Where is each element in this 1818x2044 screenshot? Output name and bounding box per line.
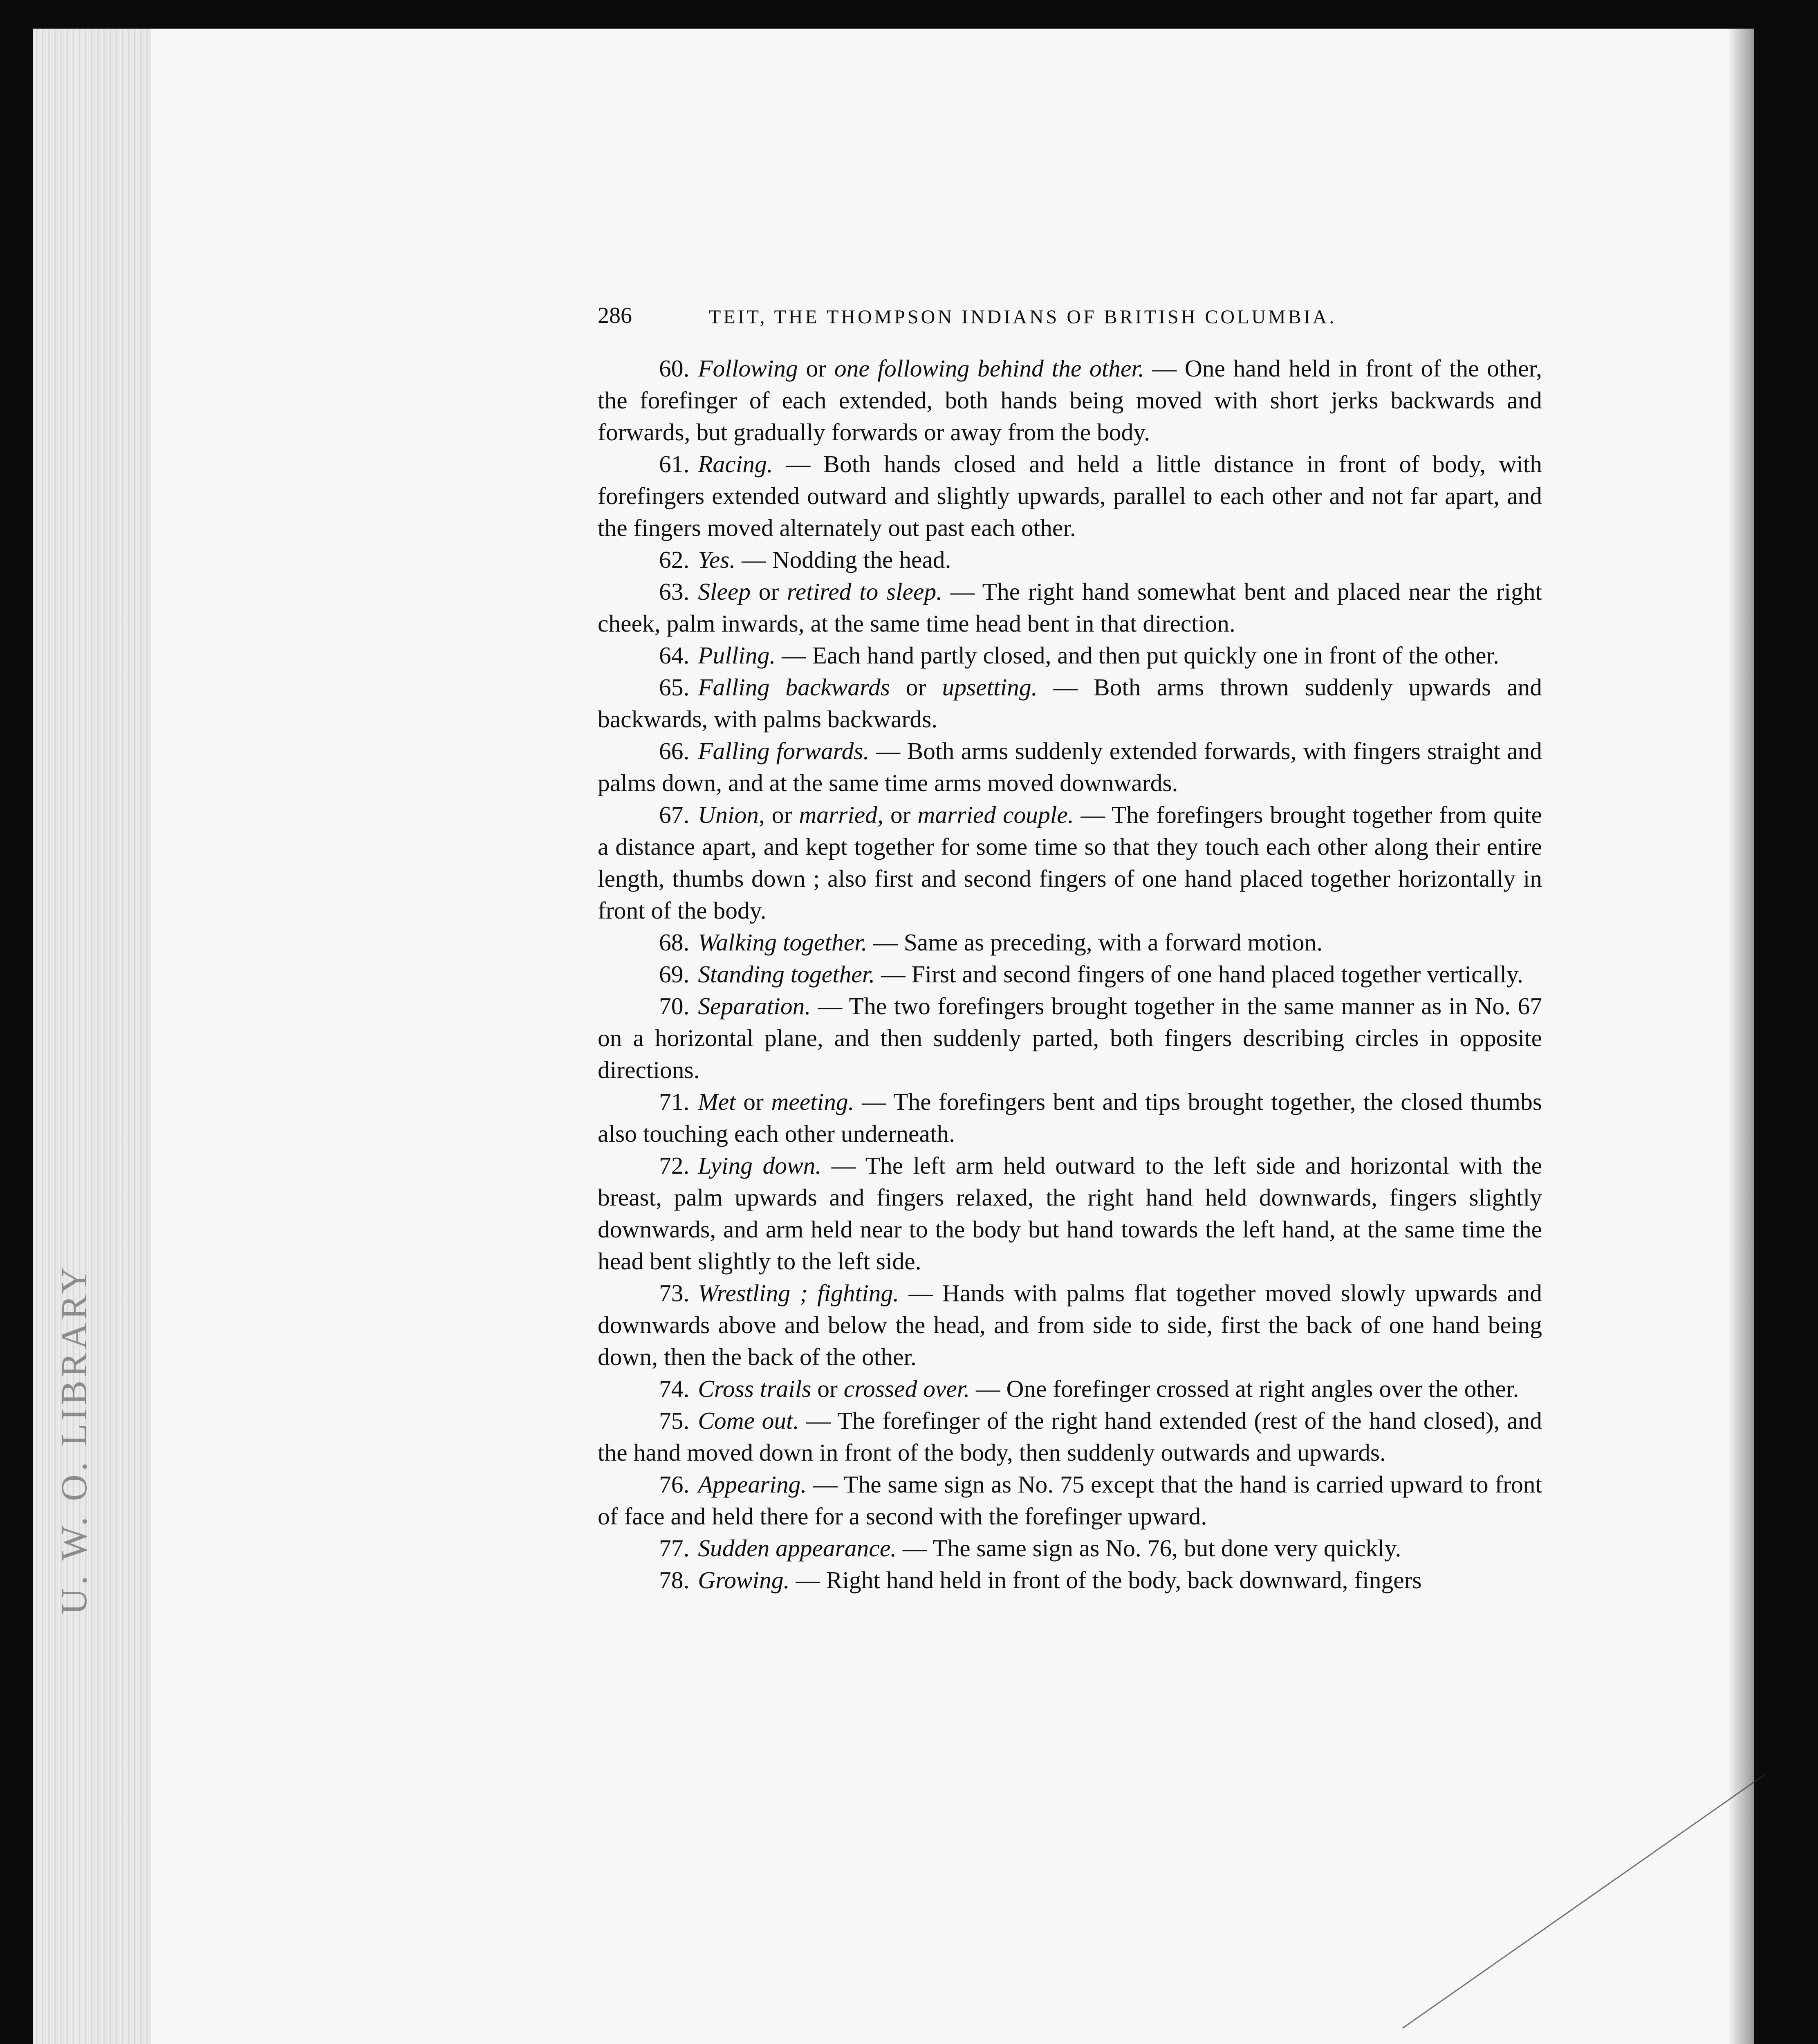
- entry-description: — The forefingers bent and tips brought together, the closed thumbs also touching each other underneath.: [598, 1088, 1542, 1147]
- entry-term-alt: crossed over.: [843, 1375, 970, 1402]
- entry-connector: or: [890, 674, 942, 701]
- sign-entry: [598, 576, 1542, 639]
- entry-description: — One forefinger crossed at right angles over the other.: [970, 1375, 1519, 1402]
- entry-number: 61.: [659, 450, 690, 477]
- entry-number: 71.: [659, 1088, 690, 1115]
- entry-description: — The right hand somewhat bent and placed near the right cheek, palm inwards, at the same time head bent in that direction.: [598, 578, 1542, 637]
- page-number: 286: [598, 303, 632, 328]
- scan-edge-right: [1754, 0, 1818, 2044]
- entry-number: 63.: [659, 578, 690, 605]
- entry-number: 72.: [659, 1152, 690, 1179]
- page-fold-line: [1402, 1775, 1764, 2029]
- scan-edge-top: [0, 0, 1818, 29]
- entry-description: — The same sign as No. 75 except that the hand is carried upward to front of face and held there for a second with the forefinger upward.: [598, 1471, 1542, 1530]
- entry-term: Racing.: [698, 450, 773, 477]
- sign-entries-list: [598, 352, 1542, 1596]
- sign-entry: [598, 799, 1542, 926]
- sign-entry: [598, 671, 1542, 735]
- entry-number: 67.: [659, 801, 690, 828]
- entry-description: — Same as preceding, with a forward motion.: [867, 929, 1323, 956]
- entry-connector: or: [883, 801, 918, 828]
- library-stamp: U. W. O. LIBRARY: [54, 1264, 94, 1615]
- entry-term-alt: one following behind the other.: [834, 355, 1144, 382]
- entry-term: Appearing.: [698, 1471, 807, 1498]
- entry-connector: or: [798, 355, 834, 382]
- entry-term-alt: married,: [799, 801, 883, 828]
- entry-description: — One hand held in front of the other, the forefinger of each extended, both hands being moved with short jerks backwards and forwards, but gradually forwards or away from the body.: [598, 355, 1542, 446]
- entry-term: Union,: [698, 801, 765, 828]
- entry-number: 65.: [659, 674, 690, 701]
- sign-entry: [598, 926, 1542, 958]
- entry-number: 64.: [659, 642, 690, 669]
- entry-description: — The same sign as No. 76, but done very quickly.: [896, 1535, 1401, 1562]
- entry-connector: or: [735, 1088, 771, 1115]
- entry-description: — Both hands closed and held a little distance in front of body, with forefingers extended outward and slightly upwards, parallel to each other and not far apart, and the fingers moved alternately out past each other.: [598, 450, 1542, 541]
- scan-gutter-left: [33, 29, 151, 2044]
- entry-description: — Right hand held in front of the body, back downward, fingers: [789, 1567, 1422, 1594]
- entry-number: 75.: [659, 1407, 690, 1434]
- scan-edge-left: [0, 0, 33, 2044]
- entry-term: Sudden appearance.: [698, 1535, 897, 1562]
- entry-connector: or: [751, 578, 787, 605]
- sign-entry: [598, 1277, 1542, 1373]
- entry-term: Separation.: [698, 993, 811, 1020]
- entry-connector: or: [764, 801, 799, 828]
- entry-number: 66.: [659, 737, 690, 764]
- entry-term: Growing.: [698, 1567, 790, 1594]
- sign-entry: [598, 1405, 1542, 1468]
- entry-connector: or: [811, 1375, 844, 1402]
- entry-number: 76.: [659, 1471, 690, 1498]
- entry-term: Falling forwards.: [698, 737, 870, 764]
- entry-number: 68.: [659, 929, 690, 956]
- sign-entry: [598, 990, 1542, 1086]
- entry-term: Cross trails: [698, 1375, 811, 1402]
- sign-entry: [598, 544, 1542, 576]
- entry-description: — Hands with palms flat together moved slowly upwards and downwards above and below the head, and from side to side, first the back of one hand being down, then the back of the other.: [598, 1280, 1542, 1370]
- entry-term: Following: [698, 355, 798, 382]
- entry-term: Yes.: [698, 546, 736, 573]
- entry-term: Pulling.: [698, 642, 776, 669]
- entry-description: — The forefinger of the right hand extended (rest of the hand closed), and the hand moved down in front of the body, then suddenly outwards and upwards.: [598, 1407, 1542, 1466]
- sign-entry: [598, 1564, 1542, 1596]
- entry-term-alt: retired to sleep.: [787, 578, 942, 605]
- page-header: [598, 303, 1542, 340]
- sign-entry: [598, 448, 1542, 544]
- sign-entry: [598, 958, 1542, 990]
- entry-term: Come out.: [698, 1407, 799, 1434]
- sign-entry: [598, 639, 1542, 671]
- entry-term: Sleep: [698, 578, 751, 605]
- entry-description: — Nodding the head.: [735, 546, 951, 573]
- entry-number: 69.: [659, 961, 690, 988]
- entry-term: Falling backwards: [698, 674, 890, 701]
- running-head: TEIT, THE THOMPSON INDIANS OF BRITISH COLUMBIA.: [709, 306, 1337, 328]
- entry-description: — The forefingers brought together from quite a distance apart, and kept together for some time so that they touch each other along their entire length, thumbs down ; also first and second fingers of one hand placed together horizontally in front of the body.: [598, 801, 1542, 924]
- entry-term-alt: married couple.: [917, 801, 1074, 828]
- sign-entry: [598, 735, 1542, 799]
- entry-term-alt: meeting.: [771, 1088, 854, 1115]
- entry-term-alt: upsetting.: [942, 674, 1038, 701]
- sign-entry: [598, 1373, 1542, 1405]
- entry-description: — The two forefingers brought together in the same manner as in No. 67 on a horizontal plane, and then suddenly parted, both fingers describing circles in opposite directions.: [598, 993, 1542, 1083]
- entry-number: 73.: [659, 1280, 690, 1307]
- entry-number: 60.: [659, 355, 690, 382]
- book-page: [598, 303, 1542, 1596]
- sign-entry: [598, 1150, 1542, 1277]
- sign-entry: [598, 1468, 1542, 1532]
- entry-term: Walking together.: [698, 929, 868, 956]
- entry-description: — The left arm held outward to the left side and horizontal with the breast, palm upwards and fingers relaxed, the right hand held downwards, fingers slightly downwards, and arm held near to the body but hand towards the left hand, at the same time the head bent slightly to the left side.: [598, 1152, 1542, 1275]
- entry-term: Wrestling ; fighting.: [698, 1280, 899, 1307]
- sign-entry: [598, 1532, 1542, 1564]
- entry-term: Standing together.: [698, 961, 875, 988]
- entry-number: 78.: [659, 1567, 690, 1594]
- sign-entry: [598, 1086, 1542, 1150]
- entry-number: 62.: [659, 546, 690, 573]
- entry-term: Lying down.: [698, 1152, 822, 1179]
- entry-number: 77.: [659, 1535, 690, 1562]
- entry-number: 74.: [659, 1375, 690, 1402]
- entry-description: — Each hand partly closed, and then put quickly one in front of the other.: [776, 642, 1499, 669]
- entry-term: Met: [698, 1088, 736, 1115]
- entry-number: 70.: [659, 993, 690, 1020]
- entry-description: — First and second fingers of one hand placed together vertically.: [875, 961, 1523, 988]
- entry-description: — Both arms thrown suddenly upwards and backwards, with palms backwards.: [598, 674, 1542, 733]
- sign-entry: [598, 352, 1542, 448]
- entry-description: — Both arms suddenly extended forwards, with fingers straight and palms down, and at the same time arms moved downwards.: [598, 737, 1542, 796]
- scan-gutter-right: [1729, 29, 1754, 2044]
